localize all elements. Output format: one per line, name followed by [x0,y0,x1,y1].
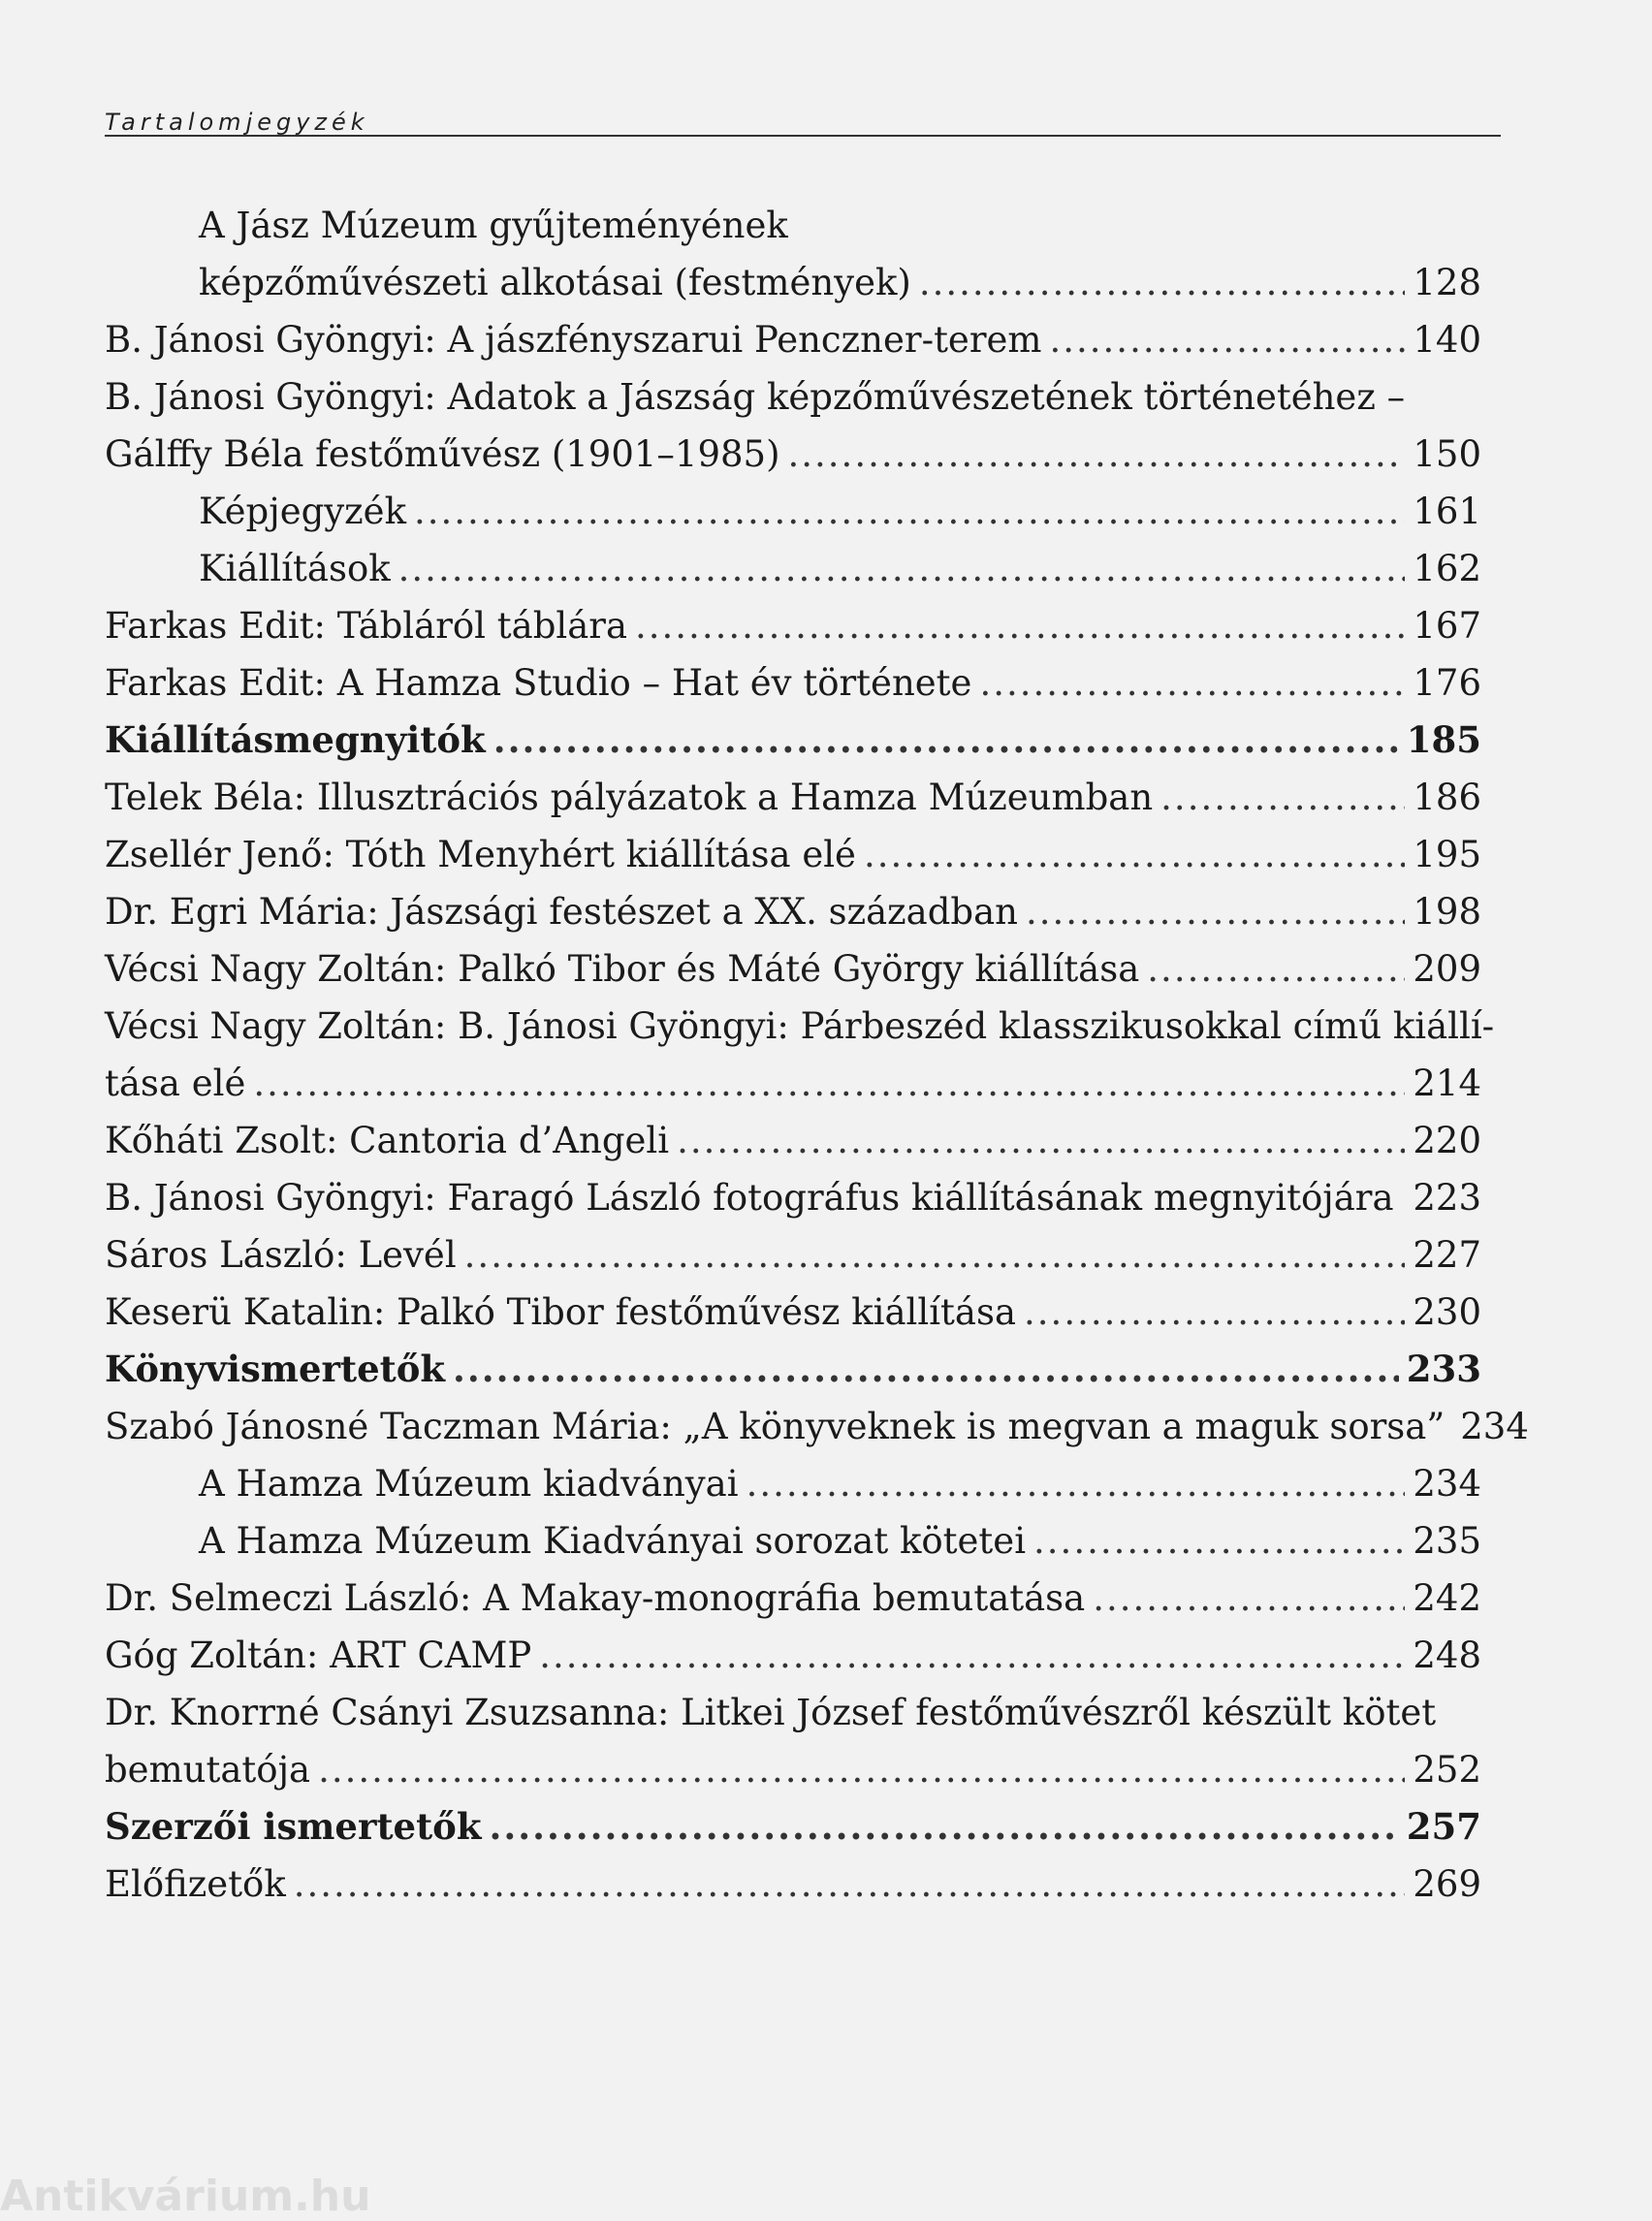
toc-entry-line [105,368,1481,426]
toc-entry-line [105,1627,1481,1684]
toc-entry [105,1627,1481,1684]
toc-entry [105,998,1495,1112]
dot-leader [253,1055,1405,1112]
dot-leader [1093,1570,1405,1627]
page-number: 195 [1413,834,1481,875]
dot-leader [788,426,1406,483]
toc-entry-line [105,826,1481,883]
toc-entry [105,1455,1481,1512]
toc-entry-title: tása elé [105,1063,246,1104]
toc-entry-line [105,883,1481,940]
toc-entry-line [105,1226,1481,1284]
toc-entry-line [105,940,1481,998]
page-number: 234 [1460,1406,1529,1447]
toc-entry-title: Dr. Selmeczi László: A Makay-monográfia bemutatása [105,1577,1086,1619]
toc-entry-line [105,311,1481,368]
toc-entry-line [105,712,1481,769]
toc-entry-title: Keserü Katalin: Palkó Tibor festőművész kiállítása [105,1291,1017,1333]
toc-entry-line [105,769,1481,826]
toc-entry-line [105,1398,1529,1455]
dot-leader [1050,311,1406,368]
page-number: 161 [1413,491,1481,532]
dot-leader [453,1341,1399,1398]
toc-entry-title: Gálffy Béla festőművész (1901–1985) [105,433,780,475]
dot-leader [398,540,1406,597]
dot-leader [1147,940,1405,998]
toc-entry-title: Szerzői ismertetők [105,1805,482,1848]
toc-entry-line [105,426,1481,483]
page-number: 150 [1413,433,1481,475]
toc-entry-title: B. Jánosi Gyöngyi: Faragó László fotográfus kiállításának megnyitójára [105,1177,1394,1219]
toc-entry [105,940,1481,998]
dot-leader [1024,1284,1405,1341]
toc-entry-title: Góg Zoltán: ART CAMP [105,1634,532,1676]
dot-leader [414,483,1405,540]
toc-entry-line [105,1055,1481,1112]
toc-entry-title: Kőháti Zsolt: Cantoria d’Angeli [105,1120,670,1161]
toc-entry-line [105,1684,1481,1741]
toc-entry-title: Előfizetők [105,1863,286,1905]
page-number: 230 [1413,1291,1481,1333]
toc-entry-text: Dr. Knorrné Csányi Zsuzsanna: Litkei József festőművészről készült kötet [105,1692,1437,1733]
toc-entry [105,1226,1481,1284]
page-number: 185 [1406,718,1481,761]
toc-entry [105,540,1481,597]
toc-entry [105,1284,1481,1341]
toc-entry [105,826,1481,883]
page-number: 198 [1413,891,1481,933]
toc-entry-line [105,1570,1481,1627]
dot-leader [490,1798,1399,1856]
dot-leader [1026,883,1405,940]
toc-entry [105,1341,1481,1398]
toc-entry [105,1798,1481,1856]
toc-entry-line [105,1741,1481,1798]
toc-entry-title: Képjegyzék [199,491,406,532]
toc-entry [105,1684,1481,1798]
dot-leader [539,1627,1405,1684]
dot-leader [635,597,1405,654]
toc-entry-line [105,597,1481,654]
toc-entry-text: A Jász Múzeum gyűjteményének [199,205,788,246]
toc-entry [105,597,1481,654]
page-number: 128 [1413,262,1481,303]
toc-entry-line [105,197,1481,254]
dot-leader [747,1455,1406,1512]
page-number: 235 [1413,1520,1481,1562]
toc-entry-line [105,1284,1481,1341]
toc-entry-line [105,483,1481,540]
toc-entry-title: Szabó Jánosné Taczman Mária: „A könyveknek is megvan a maguk sorsa” [105,1406,1446,1447]
dot-leader [864,826,1405,883]
dot-leader [677,1112,1405,1169]
toc-entry-line [105,998,1495,1055]
page-number: 242 [1413,1577,1481,1619]
toc-entry [105,1398,1529,1455]
toc-entry [105,654,1481,712]
page-number: 269 [1413,1863,1481,1905]
toc-entry-title: B. Jánosi Gyöngyi: A jászfényszarui Penczner-terem [105,319,1042,361]
page-number: 227 [1413,1234,1481,1276]
toc-entry-title: Sáros László: Levél [105,1234,457,1276]
dot-leader [464,1226,1406,1284]
toc-entry-line [105,254,1481,311]
toc-entry [105,1570,1481,1627]
toc-entry [105,712,1481,769]
toc-entry-title: Telek Béla: Illusztrációs pályázatok a Hamza Múzeumban [105,777,1154,818]
toc-entry [105,311,1481,368]
toc-entry-title: bemutatója [105,1749,311,1791]
toc-entry [105,883,1481,940]
toc-entry-line [105,1798,1481,1856]
page-number: 140 [1413,319,1481,361]
toc-entry-title: Dr. Egri Mária: Jászsági festészet a XX. században [105,891,1018,933]
page-number: 257 [1406,1805,1481,1848]
dot-leader [1402,1169,1406,1226]
toc-entry [105,1856,1481,1913]
toc-entry-line [105,1856,1481,1913]
toc-entry-line [105,1341,1481,1398]
toc-entry-line [105,1112,1481,1169]
page-number: 162 [1413,548,1481,589]
toc-entry-title: Farkas Edit: A Hamza Studio – Hat év története [105,662,972,704]
page-number: 252 [1413,1749,1481,1791]
dot-leader [493,712,1399,769]
toc-entry-line [105,1512,1481,1570]
page-number: 186 [1413,777,1481,818]
toc-entry [105,1112,1481,1169]
toc-entry-title: Könyvismertetők [105,1348,446,1390]
toc-entry-title: Farkas Edit: Tábláról táblára [105,605,628,647]
page-number: 248 [1413,1634,1481,1676]
dot-leader [1160,769,1405,826]
toc-entry [105,368,1481,483]
dot-leader [979,654,1405,712]
watermark: Antikvárium.hu [0,2172,371,2221]
table-of-contents [105,197,1529,1913]
dot-leader [318,1741,1405,1798]
toc-entry [105,1169,1481,1226]
toc-entry-title: Vécsi Nagy Zoltán: Palkó Tibor és Máté György kiállítása [105,948,1140,990]
toc-entry-title: képzőművészeti alkotásai (festmények) [199,262,911,303]
page-number: 209 [1413,948,1481,990]
toc-entry-line [105,540,1481,597]
toc-entry-text: Vécsi Nagy Zoltán: B. Jánosi Gyöngyi: Párbeszéd klasszikusokkal című kiállí- [105,1005,1495,1047]
toc-entry-line [105,1169,1481,1226]
page-number: 223 [1413,1177,1481,1219]
toc-entry [105,1512,1481,1570]
toc-entry-text: B. Jánosi Gyöngyi: Adatok a Jászság képzőművészetének történetéhez – [105,376,1406,418]
dot-leader [294,1856,1406,1913]
page-number: 234 [1413,1463,1481,1505]
page-number: 176 [1413,662,1481,704]
page-number: 214 [1413,1063,1481,1104]
toc-entry-title: Kiállítások [199,548,391,589]
page-number: 233 [1406,1348,1481,1390]
toc-entry-title: Kiállításmegnyitók [105,718,486,761]
toc-entry-line [105,1455,1481,1512]
header-rule [105,135,1501,137]
running-header: Tartalomjegyzék [105,109,369,136]
toc-entry [105,483,1481,540]
toc-entry [105,197,1481,311]
toc-entry-title: A Hamza Múzeum kiadványai [199,1463,739,1505]
page-number: 220 [1413,1120,1481,1161]
toc-entry [105,769,1481,826]
page-number: 167 [1413,605,1481,647]
toc-entry-title: Zsellér Jenő: Tóth Menyhért kiállítása elé [105,834,856,875]
dot-leader [1033,1512,1405,1570]
toc-entry-line [105,654,1481,712]
dot-leader [919,254,1406,311]
toc-entry-title: A Hamza Múzeum Kiadványai sorozat kötetei [199,1520,1027,1562]
